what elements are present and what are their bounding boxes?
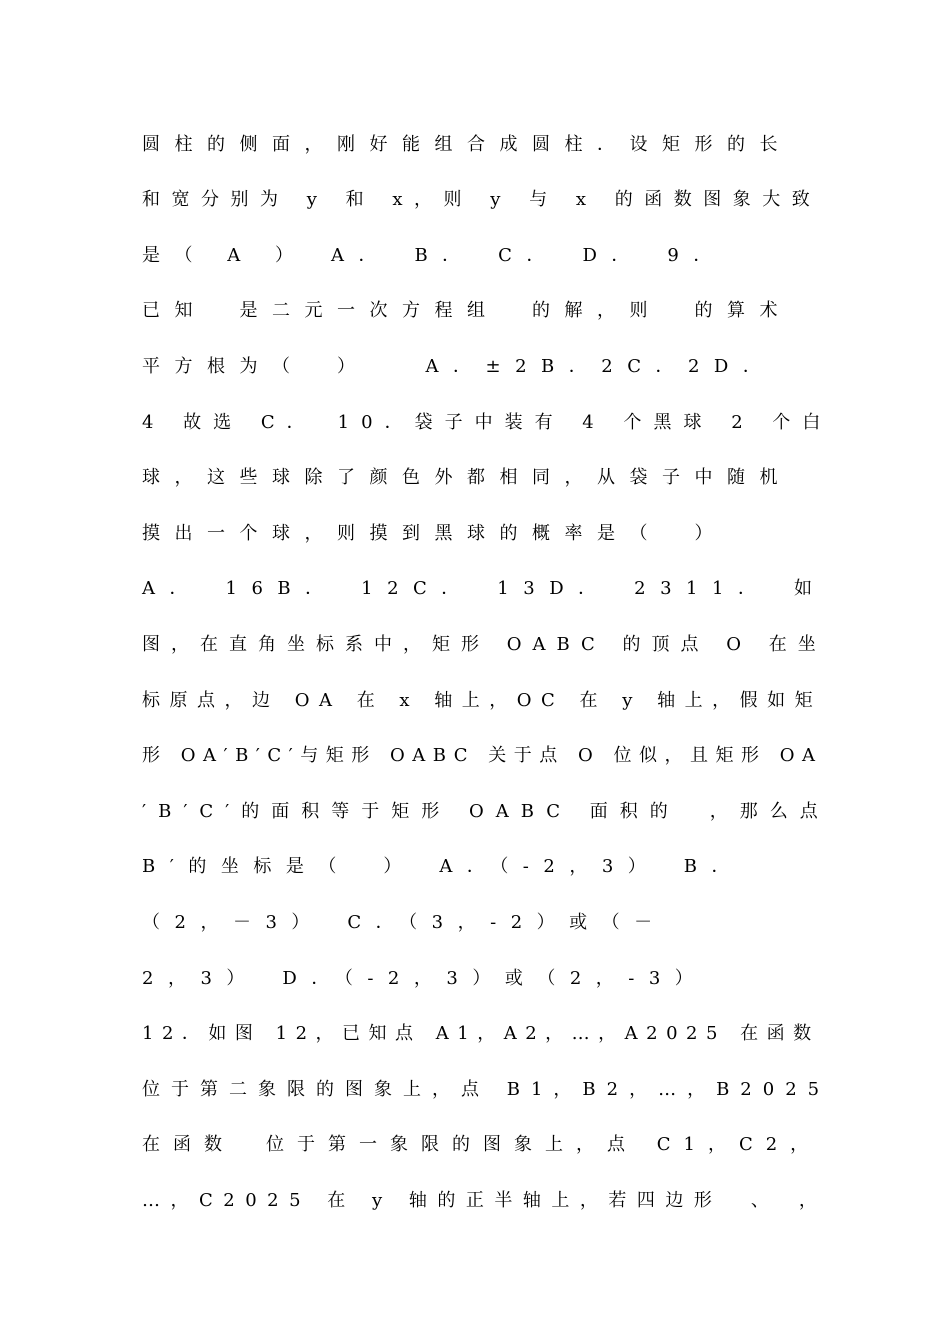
- text-line-14: B′的坐标是（ ） A．（-2，3） B．: [142, 856, 745, 877]
- text-line-12: 形 OA′B′C′与矩形 OABC 关于点 O 位似，且矩形 OA: [142, 745, 823, 766]
- text-line-2: 和宽分别为 y 和 x，则 y 与 x 的函数图象大致: [142, 189, 822, 210]
- text-line-15: （2，－3） C．（3，-2）或（－: [142, 912, 667, 933]
- text-line-5: 平方根为（ ） A．±2B．2C．2D．: [142, 356, 776, 377]
- text-line-13: ′B′C′的面积等于矩形 OABC 面积的 ，那么点: [142, 801, 830, 822]
- text-line-1: 圆柱的侧面，刚好能组合成圆柱．设矩形的长: [142, 134, 792, 155]
- text-line-20: …，C2025 在 y 轴的正半轴上，若四边形 、 ，: [142, 1190, 828, 1211]
- text-line-17: 12．如图 12，已知点 A1，A2，…，A2025 在函数: [142, 1023, 820, 1044]
- text-line-18: 位于第二象限的图象上，点 B1，B2，…，B2025: [142, 1079, 831, 1100]
- text-line-16: 2，3） D．（-2，3）或（2，-3）: [142, 968, 708, 989]
- text-line-11: 标原点，边 OA 在 x 轴上，OC 在 y 轴上，假如矩: [142, 690, 823, 711]
- text-line-19: 在函数 位于第一象限的图象上，点 C1，C2，: [142, 1134, 822, 1155]
- text-line-8: 摸出一个球，则摸到黑球的概率是（ ）: [142, 523, 727, 544]
- text-line-4: 已知 是二元一次方程组 的解，则 的算术: [142, 300, 792, 321]
- text-line-7: 球，这些球除了颜色外都相同，从袋子中随机: [142, 467, 792, 488]
- text-line-3: 是（ A ） A． B． C． D． 9．: [142, 245, 726, 266]
- text-line-9: A． 16B． 12C． 13D． 2311． 如: [142, 578, 827, 599]
- text-line-6: 4 故选 C． 10．袋子中装有 4 个黑球 2 个白: [142, 412, 833, 433]
- text-line-10: 图，在直角坐标系中，矩形 OABC 的顶点 O 在坐: [142, 634, 827, 655]
